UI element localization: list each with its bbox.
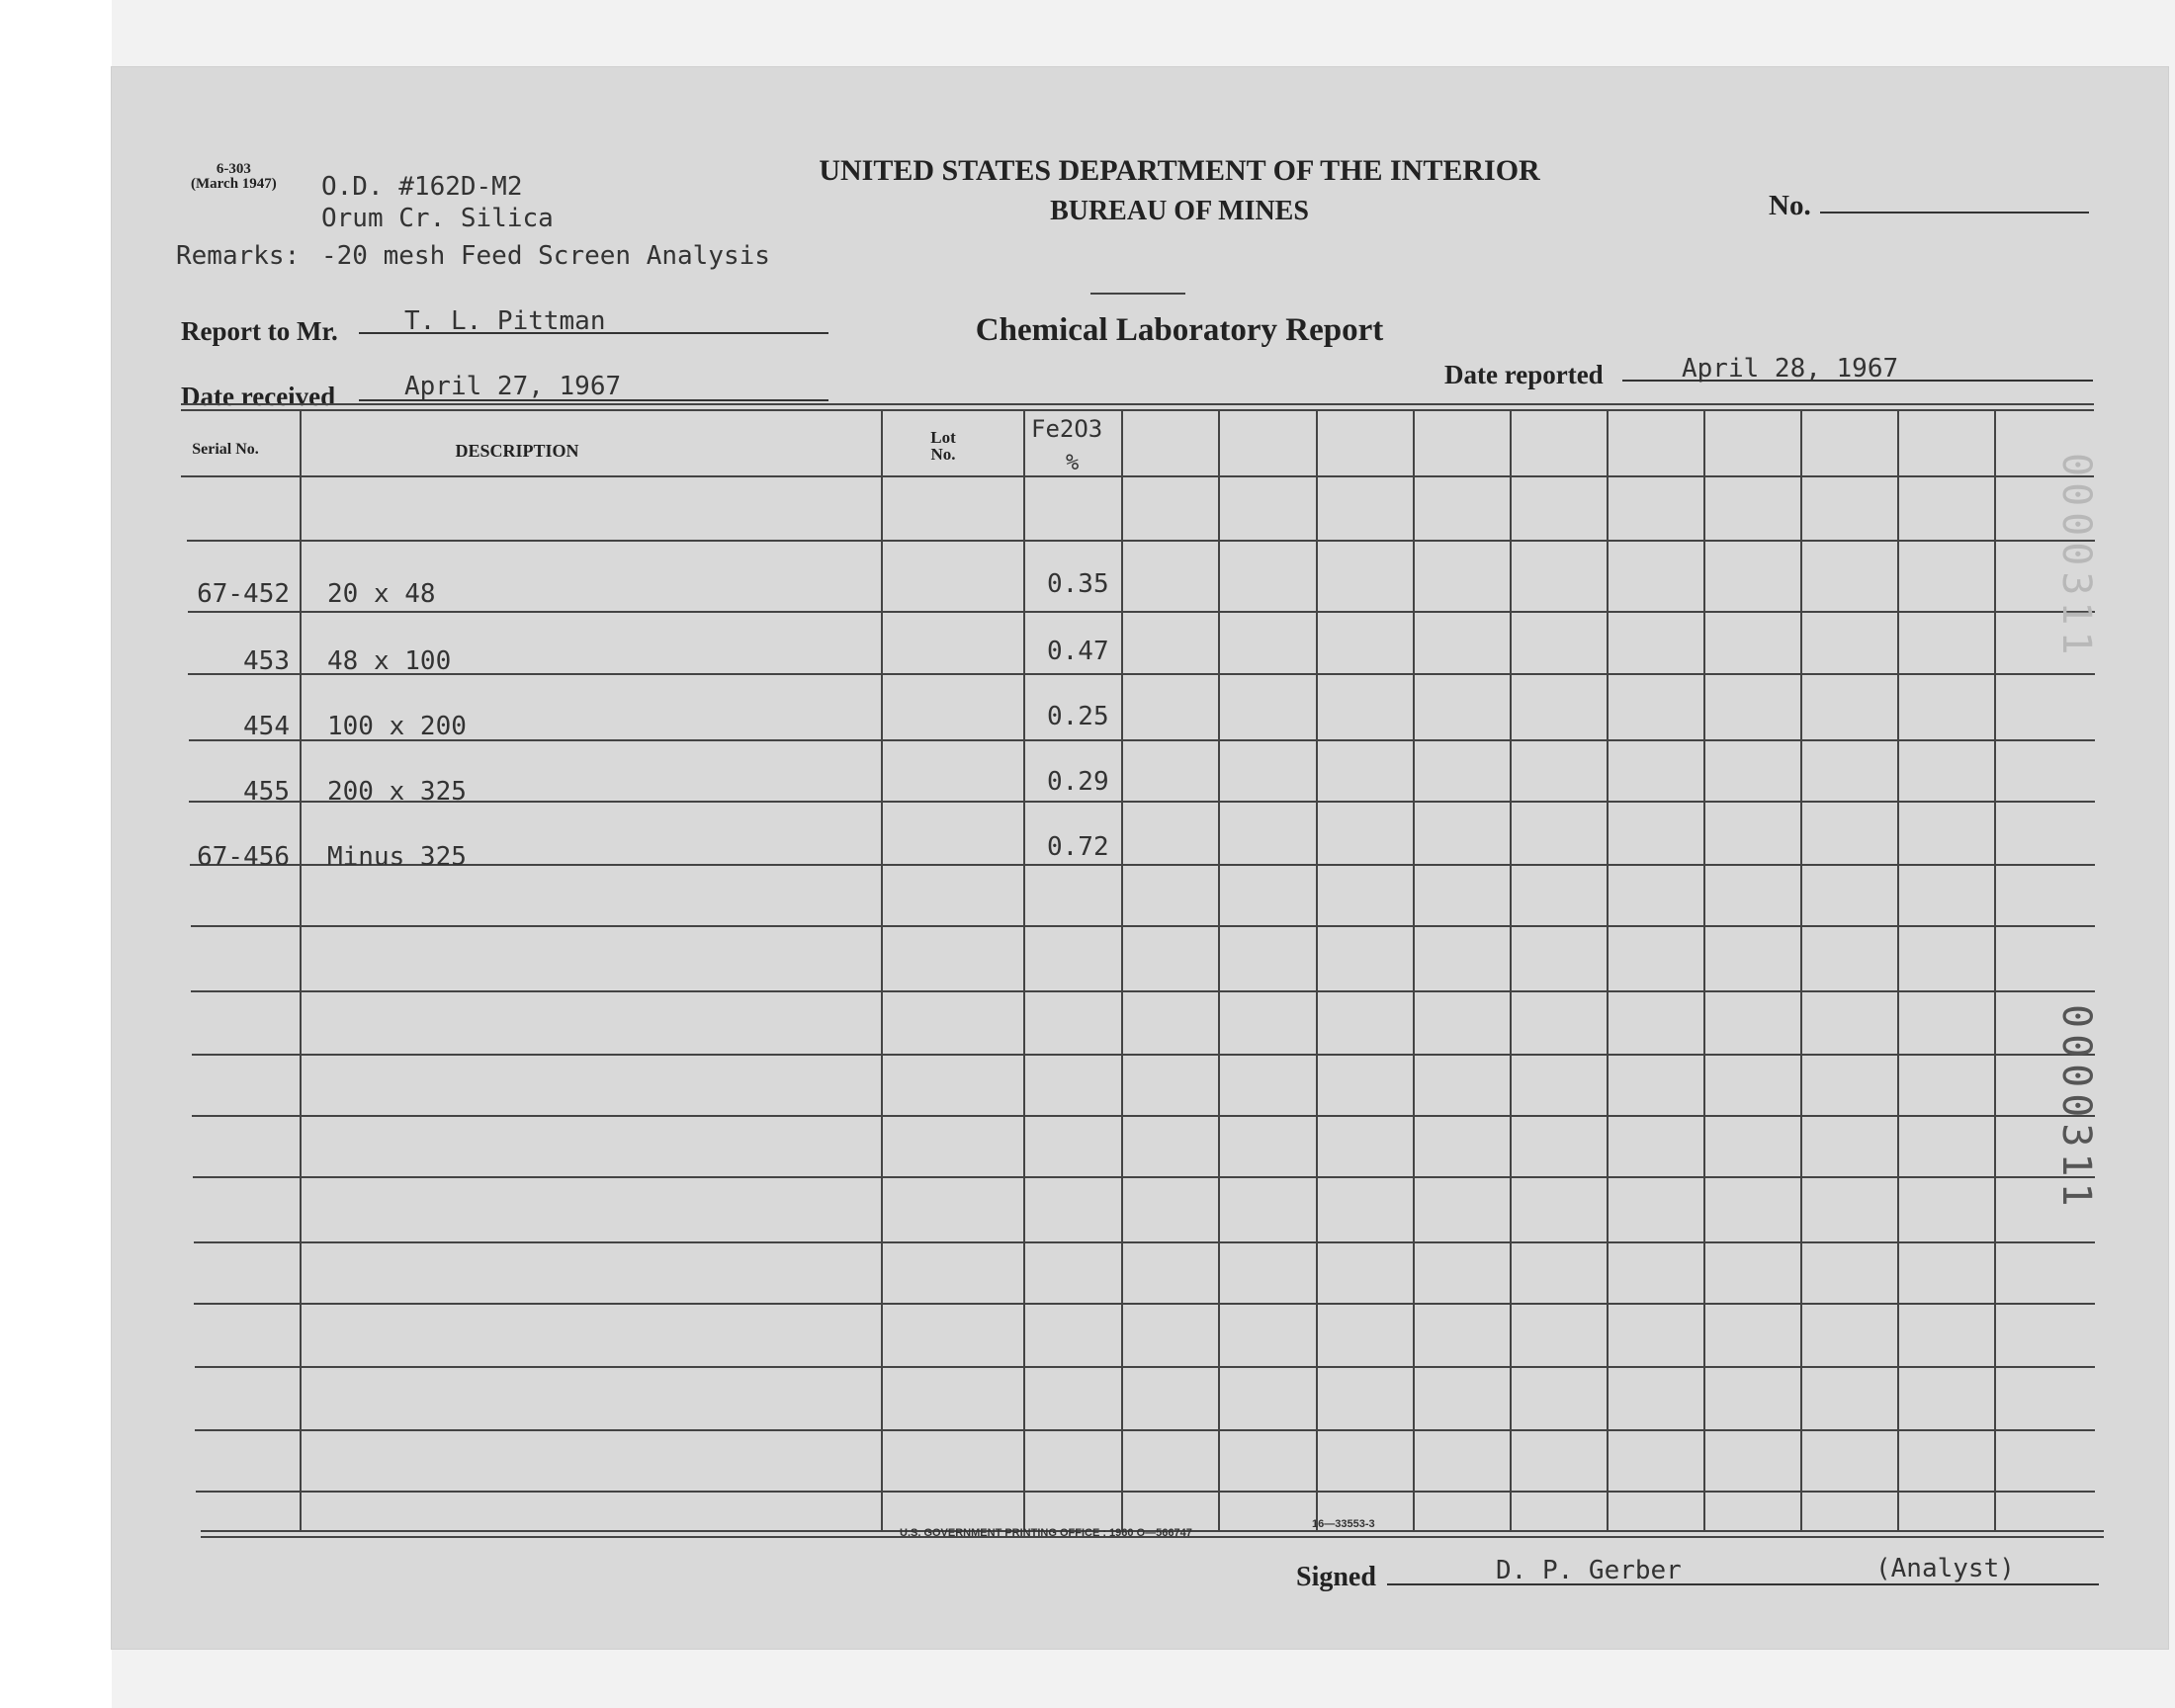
description-header: DESCRIPTION <box>455 441 579 461</box>
report-sheet <box>112 67 2168 1649</box>
row-rule <box>190 864 2095 866</box>
column-rule <box>1994 411 1996 1530</box>
description-cell: 200 x 325 <box>327 777 467 807</box>
row-rule <box>193 1176 2095 1178</box>
description-cell: 20 x 48 <box>327 579 436 609</box>
number-label: No. <box>1769 190 1811 221</box>
serial-cell: 454 <box>243 712 290 741</box>
report-title: Chemical Laboratory Report <box>975 312 1384 348</box>
column-rule <box>300 411 302 1530</box>
table-top-rule-2 <box>181 409 2094 411</box>
header-rule <box>181 475 2094 477</box>
row-rule <box>195 1429 2095 1431</box>
title-divider <box>1090 293 1185 295</box>
column-rule <box>1121 411 1123 1530</box>
row-rule <box>189 801 2095 803</box>
table-top-rule-1 <box>181 403 2094 405</box>
column-rule <box>1413 411 1415 1530</box>
row-rule <box>194 1303 2095 1305</box>
report-to-label: Report to Mr. <box>181 316 338 346</box>
fe2o3-value-cell: 0.72 <box>1047 832 1109 862</box>
analyte-header: Fe2O3 <box>1031 415 1103 443</box>
serial-cell: 455 <box>243 777 290 807</box>
row-rule <box>189 739 2095 741</box>
form-number: 6-303 <box>216 161 251 177</box>
serial-cell: 67-456 <box>197 842 290 872</box>
side-stamp: 0000311 <box>2053 1004 2099 1213</box>
printer-line: U.S. GOVERNMENT PRINTING OFFICE : 1960 O—566747 <box>900 1527 1192 1539</box>
date-received-label: Date received <box>181 382 336 411</box>
department-title: UNITED STATES DEPARTMENT OF THE INTERIOR <box>819 154 1540 187</box>
row-rule <box>191 990 2095 992</box>
row-rule <box>188 673 2095 675</box>
remarks-text: -20 mesh Feed Screen Analysis <box>321 241 770 271</box>
signed-label: Signed <box>1296 1562 1376 1592</box>
column-rule <box>1316 411 1318 1530</box>
remarks-label: Remarks: <box>176 241 301 271</box>
serial-cell: 453 <box>243 646 290 676</box>
date-reported-label: Date reported <box>1444 360 1604 389</box>
signed-by: D. P. Gerber <box>1496 1556 1682 1585</box>
column-rule <box>1703 411 1705 1530</box>
scan-margin <box>0 0 112 1708</box>
row-rule <box>187 540 2095 542</box>
lot-header: Lot No. <box>930 428 956 464</box>
fe2o3-value-cell: 0.35 <box>1047 569 1109 599</box>
side-stamp-faint: 0000311 <box>2053 453 2099 661</box>
column-rule <box>1897 411 1899 1530</box>
column-rule <box>1510 411 1512 1530</box>
fe2o3-value-cell: 0.47 <box>1047 637 1109 666</box>
report-to-value: T. L. Pittman <box>404 306 606 336</box>
description-cell: 48 x 100 <box>327 646 452 676</box>
column-rule <box>1607 411 1609 1530</box>
od-number: O.D. #162D-M2 <box>321 172 523 202</box>
date-received-value: April 27, 1967 <box>404 372 622 401</box>
row-rule <box>196 1491 2095 1493</box>
serial-cell: 67-452 <box>197 579 290 609</box>
signature-line <box>1387 1583 2099 1585</box>
row-rule <box>191 925 2095 927</box>
serial-header: Serial No. <box>192 441 259 458</box>
form-number-block <box>191 162 277 192</box>
form-edition: (March 1947) <box>191 176 277 192</box>
analyst-label: (Analyst) <box>1875 1554 2015 1583</box>
description-cell: 100 x 200 <box>327 712 467 741</box>
form-code: 16—33553-3 <box>1312 1518 1375 1530</box>
column-rule <box>1218 411 1220 1530</box>
date-reported-value: April 28, 1967 <box>1682 354 1899 384</box>
row-rule <box>188 611 2095 613</box>
bureau-title: BUREAU OF MINES <box>1050 196 1309 226</box>
fe2o3-value-cell: 0.29 <box>1047 767 1109 797</box>
description-cell: Minus 325 <box>327 842 467 872</box>
row-rule <box>194 1241 2095 1243</box>
number-line <box>1820 212 2089 214</box>
row-rule <box>192 1054 2095 1056</box>
unit-header: % <box>1066 451 1080 475</box>
row-rule <box>195 1366 2095 1368</box>
column-rule <box>1023 411 1025 1530</box>
fe2o3-value-cell: 0.25 <box>1047 702 1109 731</box>
column-rule <box>1800 411 1802 1530</box>
row-rule <box>192 1115 2095 1117</box>
material-name: Orum Cr. Silica <box>321 204 554 233</box>
column-rule <box>881 411 883 1530</box>
